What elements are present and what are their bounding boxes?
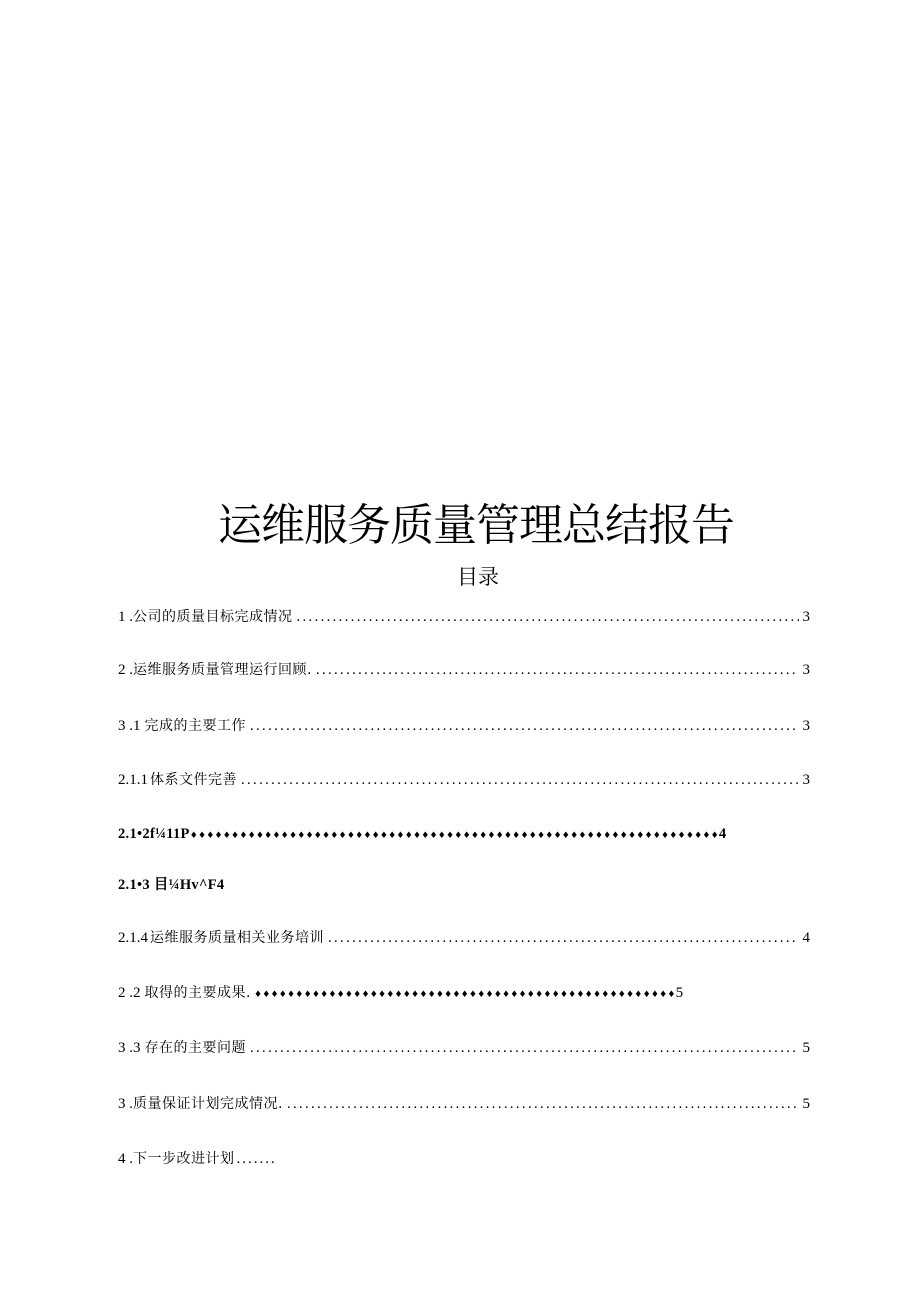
toc-entry[interactable] — [118, 822, 726, 846]
toc-entry-title: 存在的主要问题 — [144, 1040, 246, 1056]
toc-entry[interactable] — [118, 768, 810, 792]
toc-entry-page: 4 — [802, 930, 810, 946]
toc-entry-page: 3 — [802, 718, 810, 734]
toc-entry[interactable] — [118, 1147, 277, 1171]
toc-entry-page: 4 — [718, 826, 727, 842]
toc-entry-title: 完成的主要工作 — [144, 718, 246, 734]
toc-entry-page: 5 — [675, 985, 684, 1001]
toc-entry-title: 运维服务质量相关业务培训 — [150, 930, 324, 946]
toc-entry[interactable] — [118, 658, 810, 682]
toc-dot-leader — [297, 605, 799, 629]
toc-entry-title: 质量保证计划完成情况. — [133, 1096, 283, 1112]
toc-dot-leader — [250, 1036, 799, 1060]
toc-entry-number: 3 .3 — [118, 1040, 141, 1056]
toc-trailing-dots: ....... — [236, 1151, 277, 1167]
toc-entry-number: 3 .1 — [118, 718, 141, 734]
document-title: 运维服务质量管理总结报告 — [218, 500, 734, 551]
toc-diamond-leader: ♦♦♦♦♦♦♦♦♦♦♦♦♦♦♦♦♦♦♦♦♦♦♦♦♦♦♦♦♦♦♦♦♦♦♦♦♦♦♦♦♦♦♦♦♦♦♦♦♦♦♦ — [253, 990, 676, 1000]
toc-entry-page: 3 — [802, 662, 810, 678]
toc-entry-number: 2.1.1 — [118, 772, 148, 788]
toc-entry[interactable] — [118, 714, 810, 738]
toc-entry-number: 3 . — [118, 1096, 133, 1112]
toc-entry-title: 取得的主要成果. — [144, 985, 251, 1001]
toc-entry[interactable] — [118, 926, 810, 950]
toc-entry[interactable] — [118, 605, 810, 629]
toc-entry-number: 2 . — [118, 662, 133, 678]
toc-heading: 目录 — [457, 565, 499, 589]
toc-entry-number: 1 . — [118, 609, 133, 625]
toc-entry-number: 2.1•3 目¼Hv^F4 — [118, 877, 225, 893]
toc-entry-page: 5 — [802, 1040, 810, 1056]
toc-dot-leader — [241, 768, 799, 792]
toc-entry-number: 4 . — [118, 1151, 133, 1167]
toc-entry[interactable] — [118, 873, 224, 897]
toc-entry[interactable] — [118, 1036, 810, 1060]
toc-entry-page: 3 — [802, 609, 810, 625]
toc-entry-title: 体系文件完善 — [150, 772, 237, 788]
toc-entry-number: 2.1•2f¼11P — [118, 826, 190, 842]
toc-entry[interactable] — [118, 1092, 810, 1116]
toc-entry-title: 运维服务质量管理运行回顾. — [133, 662, 312, 678]
toc-dot-leader — [316, 658, 799, 682]
toc-dot-leader — [287, 1092, 799, 1116]
toc-entry-page: 3 — [802, 772, 810, 788]
toc-entry[interactable] — [118, 981, 683, 1005]
toc-entry-number: 2 .2 — [118, 985, 141, 1001]
toc-diamond-leader: ♦♦♦♦♦♦♦♦♦♦♦♦♦♦♦♦♦♦♦♦♦♦♦♦♦♦♦♦♦♦♦♦♦♦♦♦♦♦♦♦♦♦♦♦♦♦♦♦♦♦♦♦♦♦♦♦♦♦♦♦♦♦♦♦ — [189, 831, 719, 841]
toc-entry-number: 2.1.4 — [118, 930, 148, 946]
toc-entry-title: 公司的质量目标完成情况 — [133, 609, 293, 625]
toc-entry-page: 5 — [802, 1096, 810, 1112]
toc-dot-leader — [250, 714, 799, 738]
toc-entry-title: 下一步改进计划 — [133, 1151, 235, 1167]
toc-dot-leader — [328, 926, 799, 950]
